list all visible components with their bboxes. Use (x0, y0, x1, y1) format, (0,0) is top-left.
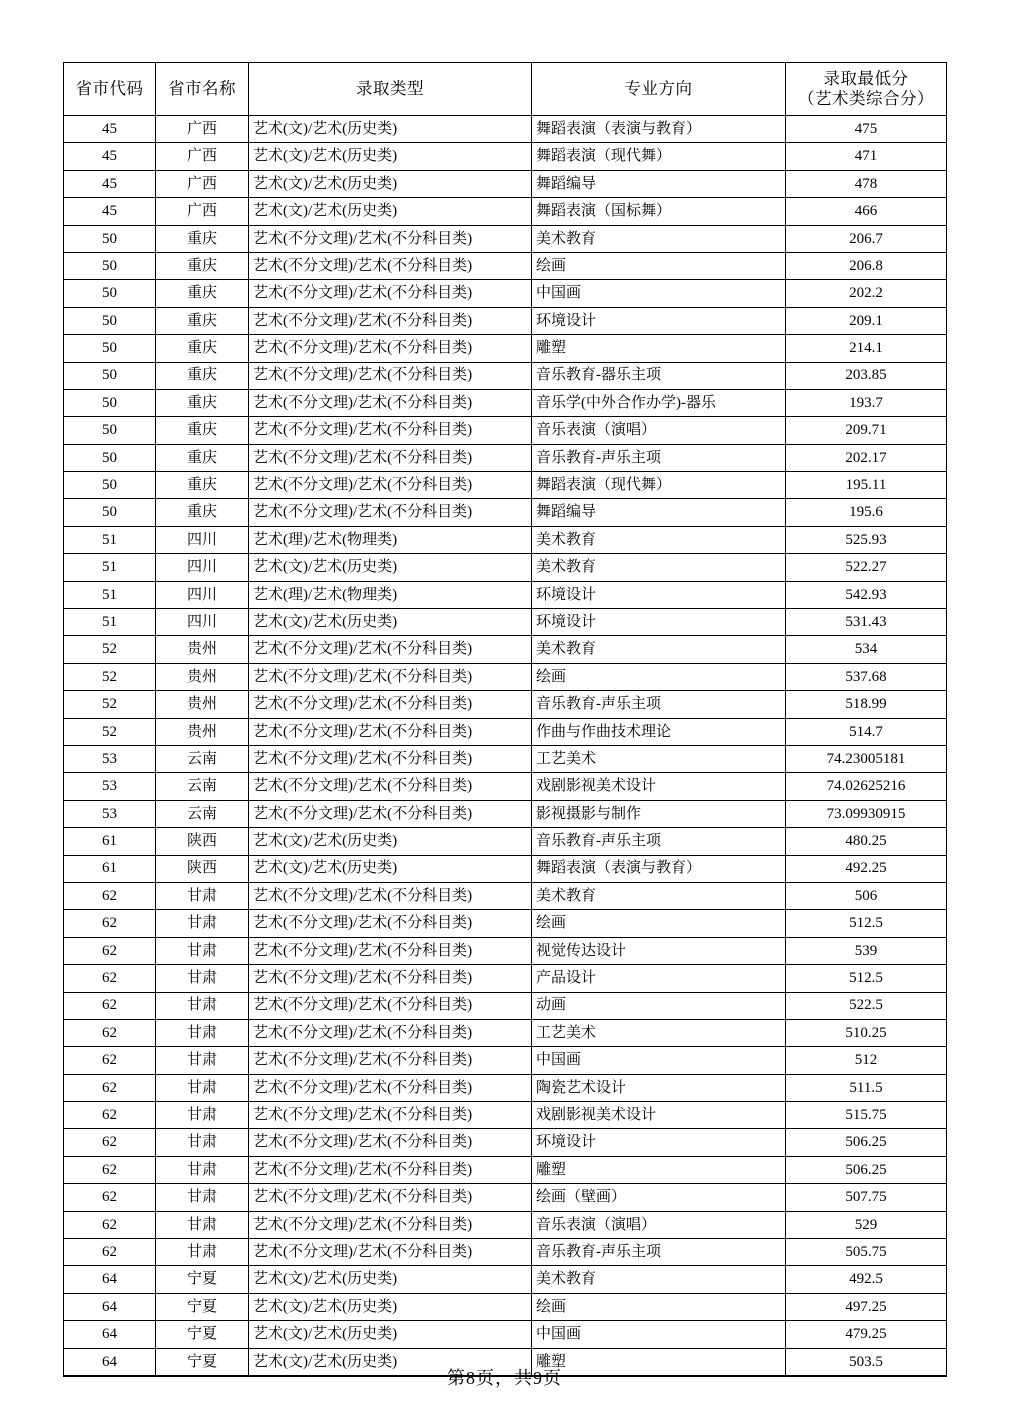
cell-province-code: 64 (64, 1293, 156, 1320)
cell-province-code: 64 (64, 1266, 156, 1293)
table-row (64, 828, 947, 855)
cell-province-code: 51 (64, 554, 156, 581)
cell-province-code: 62 (64, 1047, 156, 1074)
cell-major-direction: 绘画 (532, 663, 786, 690)
table-row (64, 691, 947, 718)
cell-major-direction: 环境设计 (532, 581, 786, 608)
cell-admission-type: 艺术(文)/艺术(历史类) (249, 828, 532, 855)
cell-major-direction: 工艺美术 (532, 1019, 786, 1046)
cell-major-direction: 美术教育 (532, 636, 786, 663)
cell-admission-type: 艺术(文)/艺术(历史类) (249, 116, 532, 143)
cell-province-code: 50 (64, 280, 156, 307)
cell-min-score: 512.5 (786, 965, 947, 992)
cell-major-direction: 产品设计 (532, 965, 786, 992)
cell-min-score: 203.85 (786, 362, 947, 389)
cell-major-direction: 中国画 (532, 280, 786, 307)
cell-admission-type: 艺术(不分文理)/艺术(不分科目类) (249, 882, 532, 909)
cell-admission-type: 艺术(不分文理)/艺术(不分科目类) (249, 745, 532, 772)
table-row (64, 773, 947, 800)
cell-admission-type: 艺术(不分文理)/艺术(不分科目类) (249, 444, 532, 471)
cell-min-score: 73.09930915 (786, 800, 947, 827)
cell-province-code: 45 (64, 143, 156, 170)
cell-admission-type: 艺术(不分文理)/艺术(不分科目类) (249, 499, 532, 526)
column-header-major-direction-line1: 专业方向 (624, 78, 693, 98)
table-row (64, 1184, 947, 1211)
table-row (64, 745, 947, 772)
cell-province-code: 53 (64, 745, 156, 772)
table-row (64, 937, 947, 964)
cell-admission-type: 艺术(文)/艺术(历史类) (249, 1266, 532, 1293)
cell-province-name: 贵州 (156, 691, 249, 718)
cell-province-name: 四川 (156, 554, 249, 581)
cell-min-score: 214.1 (786, 335, 947, 362)
cell-min-score: 206.8 (786, 252, 947, 279)
cell-major-direction: 绘画 (532, 252, 786, 279)
cell-province-name: 重庆 (156, 417, 249, 444)
table-row (64, 581, 947, 608)
cell-province-name: 宁夏 (156, 1348, 249, 1376)
table-row (64, 965, 947, 992)
cell-min-score: 506 (786, 882, 947, 909)
cell-major-direction: 美术教育 (532, 526, 786, 553)
table-header-row (64, 63, 947, 116)
cell-major-direction: 舞蹈编导 (532, 170, 786, 197)
cell-admission-type: 艺术(不分文理)/艺术(不分科目类) (249, 636, 532, 663)
cell-province-name: 甘肃 (156, 1047, 249, 1074)
cell-province-code: 62 (64, 1211, 156, 1238)
cell-province-code: 52 (64, 663, 156, 690)
cell-province-name: 陕西 (156, 855, 249, 882)
table-row (64, 417, 947, 444)
cell-province-name: 重庆 (156, 225, 249, 252)
table-row (64, 1074, 947, 1101)
table-row (64, 1321, 947, 1348)
cell-major-direction: 戏剧影视美术设计 (532, 773, 786, 800)
cell-min-score: 471 (786, 143, 947, 170)
cell-major-direction: 舞蹈表演（现代舞） (532, 472, 786, 499)
cell-major-direction: 舞蹈编导 (532, 499, 786, 526)
table-row (64, 444, 947, 471)
cell-min-score: 479.25 (786, 1321, 947, 1348)
column-header-admission-type-line1: 录取类型 (356, 78, 424, 98)
cell-admission-type: 艺术(文)/艺术(历史类) (249, 554, 532, 581)
cell-min-score: 506.25 (786, 1156, 947, 1183)
table-row (64, 526, 947, 553)
cell-province-name: 广西 (156, 198, 249, 225)
table-row (64, 307, 947, 334)
cell-major-direction: 音乐教育-声乐主项 (532, 828, 786, 855)
table-row (64, 472, 947, 499)
cell-province-name: 重庆 (156, 444, 249, 471)
column-header-admission-type (249, 63, 532, 116)
column-header-min-score-line2: （艺术类综合分） (798, 89, 934, 108)
cell-major-direction: 音乐学(中外合作办学)-器乐 (532, 389, 786, 416)
table-row (64, 554, 947, 581)
cell-admission-type: 艺术(文)/艺术(历史类) (249, 143, 532, 170)
table-row (64, 992, 947, 1019)
cell-admission-type: 艺术(文)/艺术(历史类) (249, 198, 532, 225)
cell-admission-type: 艺术(不分文理)/艺术(不分科目类) (249, 389, 532, 416)
cell-province-code: 51 (64, 526, 156, 553)
cell-min-score: 209.1 (786, 307, 947, 334)
cell-admission-type: 艺术(不分文理)/艺术(不分科目类) (249, 1019, 532, 1046)
cell-admission-type: 艺术(文)/艺术(历史类) (249, 1293, 532, 1320)
cell-province-name: 广西 (156, 170, 249, 197)
cell-admission-type: 艺术(不分文理)/艺术(不分科目类) (249, 937, 532, 964)
table-row (64, 1019, 947, 1046)
cell-admission-type: 艺术(不分文理)/艺术(不分科目类) (249, 1074, 532, 1101)
cell-province-name: 甘肃 (156, 1074, 249, 1101)
cell-admission-type: 艺术(不分文理)/艺术(不分科目类) (249, 773, 532, 800)
cell-min-score: 492.5 (786, 1266, 947, 1293)
cell-province-code: 53 (64, 773, 156, 800)
cell-major-direction: 舞蹈表演（现代舞） (532, 143, 786, 170)
cell-province-name: 宁夏 (156, 1293, 249, 1320)
cell-province-code: 45 (64, 170, 156, 197)
cell-province-code: 50 (64, 335, 156, 362)
cell-admission-type: 艺术(不分文理)/艺术(不分科目类) (249, 307, 532, 334)
cell-province-code: 50 (64, 499, 156, 526)
cell-admission-type: 艺术(不分文理)/艺术(不分科目类) (249, 1211, 532, 1238)
cell-major-direction: 美术教育 (532, 882, 786, 909)
cell-major-direction: 绘画 (532, 1293, 786, 1320)
admission-score-table (63, 62, 947, 1377)
cell-province-name: 宁夏 (156, 1266, 249, 1293)
cell-major-direction: 动画 (532, 992, 786, 1019)
cell-min-score: 193.7 (786, 389, 947, 416)
cell-major-direction: 音乐表演（演唱） (532, 1211, 786, 1238)
cell-province-name: 四川 (156, 581, 249, 608)
cell-min-score: 514.7 (786, 718, 947, 745)
cell-province-code: 64 (64, 1348, 156, 1376)
cell-province-name: 重庆 (156, 280, 249, 307)
cell-province-name: 甘肃 (156, 1102, 249, 1129)
cell-admission-type: 艺术(不分文理)/艺术(不分科目类) (249, 280, 532, 307)
cell-province-name: 云南 (156, 745, 249, 772)
cell-province-name: 四川 (156, 526, 249, 553)
cell-province-name: 广西 (156, 116, 249, 143)
cell-major-direction: 音乐表演（演唱） (532, 417, 786, 444)
cell-major-direction: 作曲与作曲技术理论 (532, 718, 786, 745)
cell-major-direction: 中国画 (532, 1321, 786, 1348)
cell-min-score: 74.23005181 (786, 745, 947, 772)
table-row (64, 800, 947, 827)
cell-admission-type: 艺术(不分文理)/艺术(不分科目类) (249, 472, 532, 499)
cell-province-name: 重庆 (156, 335, 249, 362)
cell-province-code: 52 (64, 718, 156, 745)
cell-min-score: 475 (786, 116, 947, 143)
cell-min-score: 478 (786, 170, 947, 197)
cell-province-name: 云南 (156, 800, 249, 827)
table-row (64, 143, 947, 170)
cell-province-name: 广西 (156, 143, 249, 170)
cell-min-score: 515.75 (786, 1102, 947, 1129)
cell-min-score: 202.17 (786, 444, 947, 471)
cell-province-code: 45 (64, 116, 156, 143)
table-row (64, 718, 947, 745)
cell-province-name: 甘肃 (156, 1019, 249, 1046)
cell-major-direction: 舞蹈表演（表演与教育） (532, 855, 786, 882)
cell-min-score: 503.5 (786, 1348, 947, 1376)
cell-province-code: 52 (64, 636, 156, 663)
cell-admission-type: 艺术(文)/艺术(历史类) (249, 855, 532, 882)
cell-admission-type: 艺术(不分文理)/艺术(不分科目类) (249, 992, 532, 1019)
table-row (64, 362, 947, 389)
column-header-province-code (64, 63, 156, 116)
column-header-min-score-line1: 录取最低分 (823, 68, 909, 88)
cell-admission-type: 艺术(理)/艺术(物理类) (249, 526, 532, 553)
cell-province-code: 62 (64, 1239, 156, 1266)
table-row (64, 1239, 947, 1266)
cell-province-name: 重庆 (156, 389, 249, 416)
cell-major-direction: 绘画 (532, 910, 786, 937)
cell-province-name: 贵州 (156, 718, 249, 745)
cell-min-score: 511.5 (786, 1074, 947, 1101)
cell-admission-type: 艺术(不分文理)/艺术(不分科目类) (249, 910, 532, 937)
cell-major-direction: 环境设计 (532, 609, 786, 636)
cell-province-code: 50 (64, 225, 156, 252)
cell-min-score: 206.7 (786, 225, 947, 252)
cell-province-code: 62 (64, 1102, 156, 1129)
table-row (64, 225, 947, 252)
cell-major-direction: 雕塑 (532, 1156, 786, 1183)
cell-province-code: 50 (64, 444, 156, 471)
table-row (64, 1129, 947, 1156)
table-row (64, 280, 947, 307)
cell-min-score: 522.5 (786, 992, 947, 1019)
cell-admission-type: 艺术(不分文理)/艺术(不分科目类) (249, 718, 532, 745)
cell-min-score: 466 (786, 198, 947, 225)
cell-major-direction: 雕塑 (532, 335, 786, 362)
table-row (64, 855, 947, 882)
cell-major-direction: 视觉传达设计 (532, 937, 786, 964)
cell-province-code: 62 (64, 1074, 156, 1101)
cell-province-name: 甘肃 (156, 910, 249, 937)
cell-province-name: 重庆 (156, 307, 249, 334)
table-row (64, 882, 947, 909)
table-row (64, 170, 947, 197)
cell-province-code: 45 (64, 198, 156, 225)
cell-province-code: 50 (64, 252, 156, 279)
cell-admission-type: 艺术(不分文理)/艺术(不分科目类) (249, 1129, 532, 1156)
cell-min-score: 497.25 (786, 1293, 947, 1320)
cell-major-direction: 音乐教育-声乐主项 (532, 1239, 786, 1266)
cell-admission-type: 艺术(不分文理)/艺术(不分科目类) (249, 417, 532, 444)
table-row (64, 1266, 947, 1293)
cell-admission-type: 艺术(不分文理)/艺术(不分科目类) (249, 1047, 532, 1074)
cell-admission-type: 艺术(不分文理)/艺术(不分科目类) (249, 1156, 532, 1183)
cell-province-code: 50 (64, 417, 156, 444)
cell-province-code: 62 (64, 1156, 156, 1183)
table-row (64, 1047, 947, 1074)
cell-min-score: 539 (786, 937, 947, 964)
cell-min-score: 506.25 (786, 1129, 947, 1156)
cell-major-direction: 美术教育 (532, 225, 786, 252)
cell-province-name: 甘肃 (156, 1156, 249, 1183)
table-row (64, 609, 947, 636)
column-header-province-name-line1: 省市名称 (168, 78, 236, 98)
cell-major-direction: 雕塑 (532, 1348, 786, 1376)
cell-province-code: 52 (64, 691, 156, 718)
cell-province-name: 云南 (156, 773, 249, 800)
cell-admission-type: 艺术(不分文理)/艺术(不分科目类) (249, 362, 532, 389)
cell-min-score: 529 (786, 1211, 947, 1238)
table-row (64, 663, 947, 690)
cell-major-direction: 工艺美术 (532, 745, 786, 772)
cell-min-score: 531.43 (786, 609, 947, 636)
cell-admission-type: 艺术(不分文理)/艺术(不分科目类) (249, 1184, 532, 1211)
cell-province-name: 贵州 (156, 636, 249, 663)
cell-admission-type: 艺术(不分文理)/艺术(不分科目类) (249, 1102, 532, 1129)
cell-province-code: 62 (64, 1019, 156, 1046)
cell-min-score: 505.75 (786, 1239, 947, 1266)
cell-major-direction: 绘画（壁画） (532, 1184, 786, 1211)
cell-min-score: 512 (786, 1047, 947, 1074)
cell-province-code: 62 (64, 1129, 156, 1156)
table-row (64, 335, 947, 362)
cell-min-score: 195.11 (786, 472, 947, 499)
cell-admission-type: 艺术(理)/艺术(物理类) (249, 581, 532, 608)
cell-admission-type: 艺术(不分文理)/艺术(不分科目类) (249, 252, 532, 279)
cell-province-name: 甘肃 (156, 937, 249, 964)
table-row (64, 910, 947, 937)
table-header (64, 63, 947, 116)
table-row (64, 252, 947, 279)
cell-province-name: 重庆 (156, 362, 249, 389)
cell-major-direction: 中国画 (532, 1047, 786, 1074)
cell-admission-type: 艺术(不分文理)/艺术(不分科目类) (249, 800, 532, 827)
cell-province-code: 62 (64, 992, 156, 1019)
column-header-major-direction (532, 63, 786, 116)
cell-major-direction: 音乐教育-声乐主项 (532, 444, 786, 471)
cell-province-name: 甘肃 (156, 1239, 249, 1266)
table-row (64, 389, 947, 416)
cell-province-name: 陕西 (156, 828, 249, 855)
cell-major-direction: 环境设计 (532, 1129, 786, 1156)
cell-min-score: 74.02625216 (786, 773, 947, 800)
cell-min-score: 542.93 (786, 581, 947, 608)
cell-major-direction: 舞蹈表演（国标舞） (532, 198, 786, 225)
cell-admission-type: 艺术(文)/艺术(历史类) (249, 1321, 532, 1348)
cell-min-score: 512.5 (786, 910, 947, 937)
cell-province-name: 甘肃 (156, 1129, 249, 1156)
page-footer: 第8页，共9页 (447, 1368, 562, 1388)
cell-min-score: 534 (786, 636, 947, 663)
table-row (64, 198, 947, 225)
table-body (64, 116, 947, 1376)
cell-province-code: 62 (64, 882, 156, 909)
cell-admission-type: 艺术(不分文理)/艺术(不分科目类) (249, 965, 532, 992)
cell-province-code: 62 (64, 910, 156, 937)
table-row (64, 1293, 947, 1320)
cell-min-score: 510.25 (786, 1019, 947, 1046)
cell-major-direction: 环境设计 (532, 307, 786, 334)
cell-admission-type: 艺术(不分文理)/艺术(不分科目类) (249, 335, 532, 362)
cell-province-code: 51 (64, 581, 156, 608)
cell-major-direction: 美术教育 (532, 554, 786, 581)
cell-province-code: 62 (64, 937, 156, 964)
column-header-province-name (156, 63, 249, 116)
cell-admission-type: 艺术(文)/艺术(历史类) (249, 1348, 532, 1376)
cell-province-name: 甘肃 (156, 882, 249, 909)
cell-province-code: 61 (64, 855, 156, 882)
cell-province-name: 贵州 (156, 663, 249, 690)
cell-province-code: 50 (64, 472, 156, 499)
cell-province-code: 50 (64, 307, 156, 334)
cell-province-name: 甘肃 (156, 1211, 249, 1238)
cell-admission-type: 艺术(不分文理)/艺术(不分科目类) (249, 691, 532, 718)
column-header-min-score (786, 63, 947, 116)
cell-province-name: 重庆 (156, 499, 249, 526)
cell-admission-type: 艺术(文)/艺术(历史类) (249, 609, 532, 636)
table-row (64, 499, 947, 526)
cell-min-score: 525.93 (786, 526, 947, 553)
cell-min-score: 522.27 (786, 554, 947, 581)
cell-province-name: 重庆 (156, 252, 249, 279)
cell-major-direction: 戏剧影视美术设计 (532, 1102, 786, 1129)
cell-province-name: 宁夏 (156, 1321, 249, 1348)
cell-province-code: 64 (64, 1321, 156, 1348)
column-header-province-code-line1: 省市代码 (75, 78, 144, 98)
cell-admission-type: 艺术(不分文理)/艺术(不分科目类) (249, 225, 532, 252)
cell-admission-type: 艺术(不分文理)/艺术(不分科目类) (249, 663, 532, 690)
table-row (64, 1211, 947, 1238)
cell-province-code: 53 (64, 800, 156, 827)
cell-province-code: 62 (64, 1184, 156, 1211)
cell-admission-type: 艺术(文)/艺术(历史类) (249, 170, 532, 197)
cell-province-name: 四川 (156, 609, 249, 636)
cell-min-score: 195.6 (786, 499, 947, 526)
table-row (64, 116, 947, 143)
cell-province-code: 51 (64, 609, 156, 636)
cell-province-code: 61 (64, 828, 156, 855)
cell-major-direction: 音乐教育-器乐主项 (532, 362, 786, 389)
table-row (64, 1102, 947, 1129)
cell-province-name: 甘肃 (156, 1184, 249, 1211)
cell-major-direction: 音乐教育-声乐主项 (532, 691, 786, 718)
cell-province-code: 50 (64, 389, 156, 416)
cell-min-score: 209.71 (786, 417, 947, 444)
cell-major-direction: 陶瓷艺术设计 (532, 1074, 786, 1101)
cell-province-name: 甘肃 (156, 965, 249, 992)
cell-min-score: 202.2 (786, 280, 947, 307)
cell-major-direction: 美术教育 (532, 1266, 786, 1293)
cell-major-direction: 影视摄影与制作 (532, 800, 786, 827)
cell-admission-type: 艺术(不分文理)/艺术(不分科目类) (249, 1239, 532, 1266)
cell-province-code: 50 (64, 362, 156, 389)
cell-major-direction: 舞蹈表演（表演与教育） (532, 116, 786, 143)
cell-min-score: 480.25 (786, 828, 947, 855)
cell-min-score: 492.25 (786, 855, 947, 882)
cell-min-score: 507.75 (786, 1184, 947, 1211)
cell-province-name: 甘肃 (156, 992, 249, 1019)
cell-province-code: 62 (64, 965, 156, 992)
cell-min-score: 537.68 (786, 663, 947, 690)
table-row (64, 1156, 947, 1183)
cell-province-name: 重庆 (156, 472, 249, 499)
table-row (64, 636, 947, 663)
cell-min-score: 518.99 (786, 691, 947, 718)
